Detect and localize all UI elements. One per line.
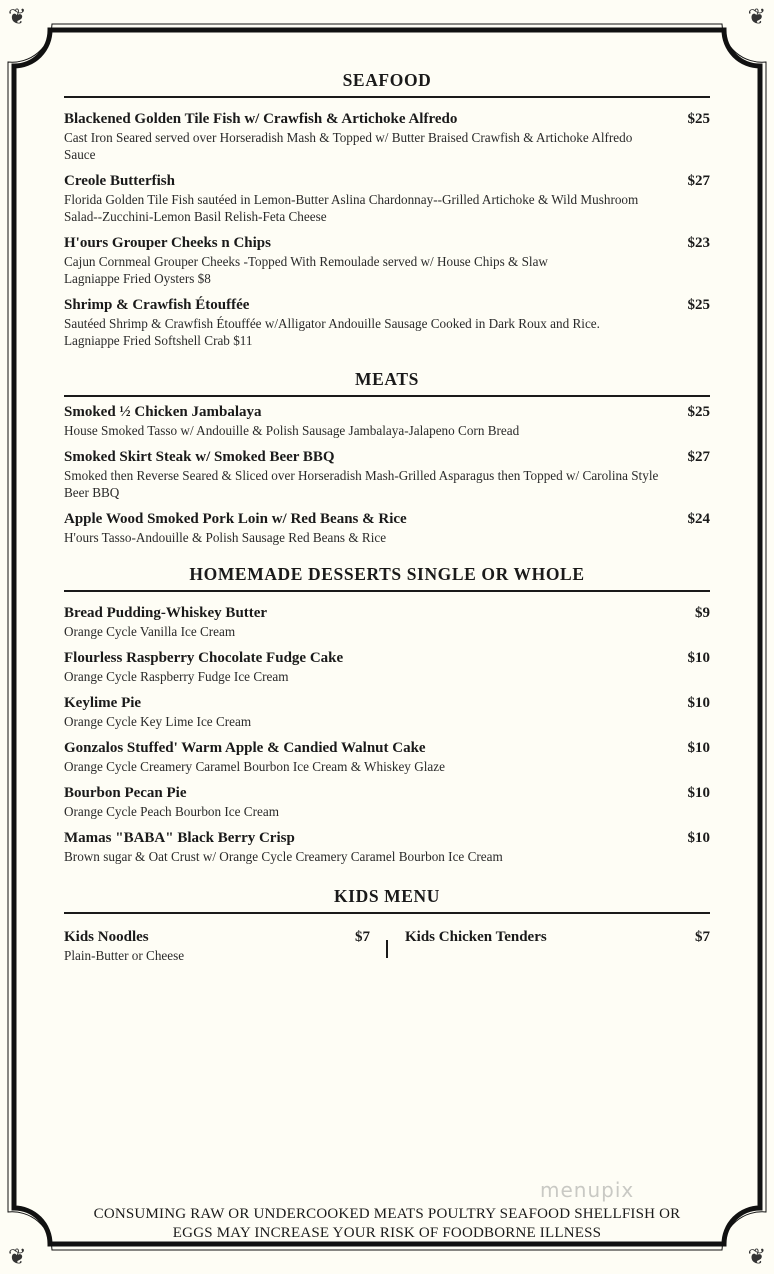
menu-item <box>64 694 710 730</box>
disclaimer-line: EGGS MAY INCREASE YOUR RISK OF FOODBORNE ILLNESS <box>172 1225 602 1241</box>
item-name: Smoked ½ Chicken Jambalaya <box>64 404 262 420</box>
item-name: Shrimp & Crawfish Étouffée <box>64 297 250 313</box>
section-title: KIDS MENU <box>333 886 441 906</box>
item-description: Smoked then Reverse Seared & Sliced over Horseradish Mash-Grilled Asparagus then Topped w/ Carolina Style Beer BBQ <box>64 468 659 500</box>
item-description: Brown sugar & Oat Crust w/ Orange Cycle Creamery Caramel Bourbon Ice Cream <box>64 849 503 864</box>
section-title: MEATS <box>355 369 419 389</box>
section-seafood <box>64 69 710 358</box>
section-title: SEAFOOD <box>342 70 432 90</box>
item-price: $10 <box>687 830 710 846</box>
item-description: Orange Cycle Peach Bourbon Ice Cream <box>64 804 279 819</box>
divider <box>64 96 710 98</box>
item-description: Florida Golden Tile Fish sautéed in Lemon-Butter Aslina Chardonnay--Grilled Artichoke & Wild Mushroom Salad--Zucchini-Lemon Basil Relish-Feta Cheese <box>64 192 639 224</box>
item-addon: Lagniappe Fried Softshell Crab $11 <box>64 333 253 348</box>
item-price: $10 <box>687 695 710 711</box>
item-name: Kids Chicken Tenders <box>405 929 547 945</box>
divider <box>64 912 710 914</box>
item-description: H'ours Tasso-Andouille & Polish Sausage Red Beans & Rice <box>64 530 387 545</box>
item-price: $27 <box>687 449 710 465</box>
section-kids <box>64 885 710 968</box>
item-description: Cajun Cornmeal Grouper Cheeks -Topped With Remoulade served w/ House Chips & Slaw <box>64 254 548 269</box>
item-name: Mamas "BABA" Black Berry Crisp <box>64 830 295 846</box>
menu-item <box>64 234 710 287</box>
section-desserts <box>64 563 710 874</box>
item-description: House Smoked Tasso w/ Andouille & Polish Sausage Jambalaya-Jalapeno Corn Bread <box>64 423 520 438</box>
item-price: $7 <box>355 929 370 945</box>
item-price: $23 <box>687 235 710 251</box>
menu-item <box>64 448 710 501</box>
menu-item <box>64 510 710 546</box>
item-price: $27 <box>687 173 710 189</box>
item-addon: Lagniappe Fried Oysters $8 <box>64 271 211 286</box>
item-price: $10 <box>687 740 710 756</box>
item-price: $25 <box>687 404 710 420</box>
floral-corner-icon: ❦ <box>8 1244 27 1269</box>
item-price: $25 <box>687 111 710 127</box>
menu-item <box>64 110 710 163</box>
item-description: Orange Cycle Vanilla Ice Cream <box>64 624 236 639</box>
item-name: Bread Pudding-Whiskey Butter <box>64 605 268 621</box>
item-description: Cast Iron Seared served over Horseradish Mash & Topped w/ Butter Braised Crawfish & Artichoke Alfredo Sauce <box>64 130 633 162</box>
floral-corner-icon: ❦ <box>8 4 27 29</box>
menu-item <box>64 649 710 685</box>
item-price: $24 <box>687 511 710 527</box>
menu-item <box>64 739 710 775</box>
item-name: Smoked Skirt Steak w/ Smoked Beer BBQ <box>64 449 335 465</box>
divider <box>64 590 710 592</box>
item-name: Flourless Raspberry Chocolate Fudge Cake <box>64 650 344 666</box>
menu-item <box>64 296 710 349</box>
item-name: Keylime Pie <box>64 695 142 711</box>
floral-corner-icon: ❦ <box>747 1244 766 1269</box>
divider <box>64 395 710 397</box>
item-description: Plain-Butter or Cheese <box>64 948 185 963</box>
item-description: Orange Cycle Creamery Caramel Bourbon Ice Cream & Whiskey Glaze <box>64 759 445 774</box>
item-price: $10 <box>687 785 710 801</box>
item-name: Bourbon Pecan Pie <box>64 785 187 801</box>
disclaimer-line: CONSUMING RAW OR UNDERCOOKED MEATS POULTRY SEAFOOD SHELLFISH OR <box>93 1206 681 1222</box>
item-description: Orange Cycle Key Lime Ice Cream <box>64 714 252 729</box>
menu-item <box>64 172 710 225</box>
column-divider <box>386 940 388 958</box>
item-description: Orange Cycle Raspberry Fudge Ice Cream <box>64 669 289 684</box>
item-name: H'ours Grouper Cheeks n Chips <box>64 235 271 251</box>
section-title: HOMEMADE DESSERTS SINGLE OR WHOLE <box>189 564 585 584</box>
item-price: $25 <box>687 297 710 313</box>
floral-corner-icon: ❦ <box>747 4 766 29</box>
item-name: Gonzalos Stuffed' Warm Apple & Candied Walnut Cake <box>64 740 426 756</box>
item-name: Blackened Golden Tile Fish w/ Crawfish & Artichoke Alfredo <box>64 111 458 127</box>
menu-item <box>64 403 710 439</box>
section-meats <box>64 368 710 555</box>
item-price: $9 <box>695 605 710 621</box>
menu-item <box>64 829 710 865</box>
item-price: $10 <box>687 650 710 666</box>
item-name: Creole Butterfish <box>64 173 175 189</box>
item-price: $7 <box>695 929 710 945</box>
menu-item <box>64 604 710 640</box>
item-name: Kids Noodles <box>64 929 149 945</box>
item-name: Apple Wood Smoked Pork Loin w/ Red Beans & Rice <box>64 511 407 527</box>
watermark: menupix <box>540 1178 635 1202</box>
item-description: Sautéed Shrimp & Crawfish Étouffée w/Alligator Andouille Sausage Cooked in Dark Roux and Rice. <box>64 316 600 331</box>
menu-item <box>64 928 370 964</box>
food-safety-disclaimer <box>0 1205 774 1243</box>
menu-item <box>64 784 710 820</box>
menu-item <box>405 928 710 947</box>
